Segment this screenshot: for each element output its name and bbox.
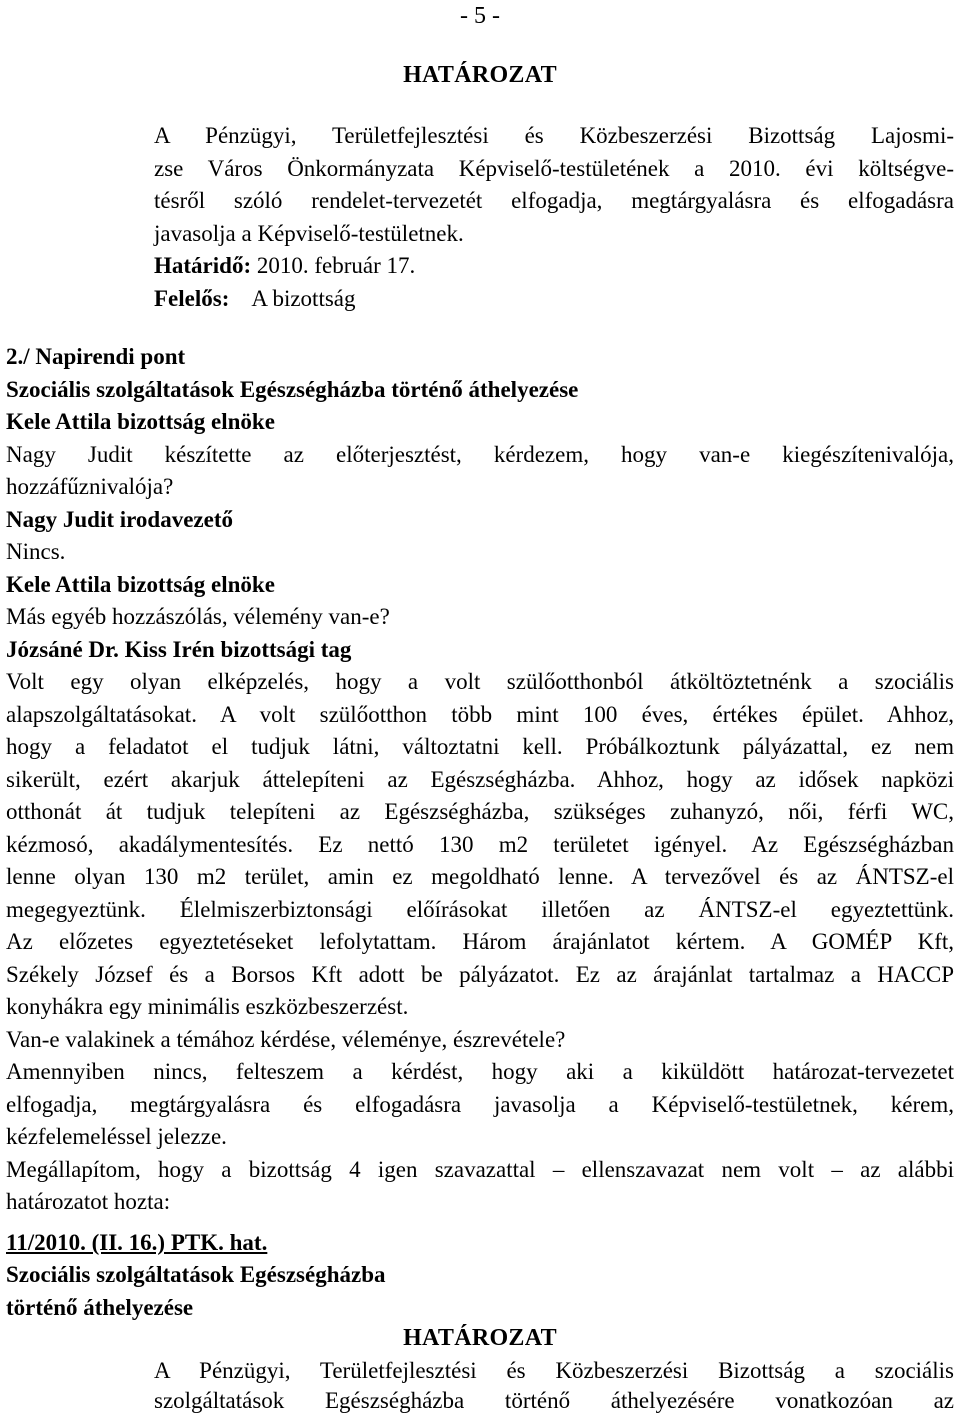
- speech-line: Volt egy olyan elképzelés, hogy a volt szülőotthonból átköltöztetnénk a szociális: [6, 669, 954, 694]
- responsible-value: A bizottság: [251, 286, 356, 311]
- speech-line: hozzáfűznivalója?: [6, 474, 174, 499]
- speech-line: elfogadja, megtárgyalásra és elfogadásra javasolja a Képviselő-testületnek, kérem,: [6, 1092, 954, 1117]
- resolution-subject: történő áthelyezése: [6, 1295, 194, 1320]
- resolution-heading: HATÁROZAT: [403, 1325, 557, 1351]
- resolution-number: 11/2010. (II. 16.) PTK. hat.: [6, 1230, 268, 1255]
- speech-line: Nincs.: [6, 539, 66, 564]
- resolution-subject: Szociális szolgáltatások Egészségházba: [6, 1262, 386, 1287]
- speech-line: Nagy Judit készítette az előterjesztést, kérdezem, hogy van-e kiegészítenivalója,: [6, 442, 954, 467]
- responsible-row: [154, 286, 356, 312]
- speech-line: konyhákra egy minimális eszközbeszerzést.: [6, 994, 409, 1019]
- agenda-item-number: 2./ Napirendi pont: [6, 344, 186, 369]
- resolution-text-line: javasolja a Képviselő-testületnek.: [154, 221, 464, 246]
- speech-line: otthonát át tudjuk telepíteni az Egészségházba, szükséges zuhanyzó, női, férfi WC,: [6, 799, 954, 824]
- speech-line: sikerült, ezért akarjuk áttelepíteni az Egészségházba. Ahhoz, hogy az idősek napközi: [6, 767, 954, 792]
- resolution-text-line: tésről szóló rendelet-tervezetét elfogadja, megtárgyalásra és elfogadásra: [154, 188, 954, 213]
- speech-line: Van-e valakinek a témához kérdése, véleménye, észrevétele?: [6, 1027, 566, 1052]
- speech-line: Székely József és a Borsos Kft adott be pályázatot. Ez az árajánlat tartalmaz a HACCP: [6, 962, 954, 987]
- resolution-text-line: A Pénzügyi, Területfejlesztési és Közbeszerzési Bizottság Lajosmi-: [154, 123, 954, 148]
- agenda-item-title: Szociális szolgáltatások Egészségházba történő áthelyezése: [6, 377, 579, 402]
- speech-line: kézfelemeléssel jelezze.: [6, 1124, 227, 1149]
- speaker-name: Nagy Judit irodavezető: [6, 507, 234, 532]
- speech-line: Megállapítom, hogy a bizottság 4 igen szavazattal – ellenszavazat nem volt – az alábbi: [6, 1157, 954, 1182]
- speech-line: lenne olyan 130 m2 terület, amin ez megoldható lenne. A tervezővel és az ÁNTSZ-el: [6, 864, 954, 889]
- speaker-name: Kele Attila bizottság elnöke: [6, 572, 275, 597]
- speech-line: alapszolgáltatásokat. A volt szülőotthon több mint 100 éves, értékes épület. Ahhoz,: [6, 702, 954, 727]
- deadline-label: Határidő:: [154, 253, 252, 278]
- deadline-value: 2010. február 17.: [256, 253, 416, 278]
- resolution-text-line: szolgáltatások Egészségházba történő áthelyezésére vonatkozóan az: [154, 1388, 954, 1413]
- resolution-heading: HATÁROZAT: [403, 62, 557, 88]
- speaker-name: Kele Attila bizottság elnöke: [6, 409, 275, 434]
- speech-line: kézmosó, akadálymentesítés. Ez nettó 130 m2 területet igényel. Az Egészségházban: [6, 832, 954, 857]
- speaker-name: Józsáné Dr. Kiss Irén bizottsági tag: [6, 637, 352, 662]
- speech-line: hogy a feladatot el tudjuk látni, változtatni kell. Próbálkoztunk pályázattal, ez nem: [6, 734, 954, 759]
- page-number: - 5 -: [460, 3, 500, 29]
- resolution-text-line: A Pénzügyi, Területfejlesztési és Közbeszerzési Bizottság a szociális: [154, 1358, 954, 1383]
- resolution-text-line: zse Város Önkormányzata Képviselő-testületének a 2010. évi költségve-: [154, 156, 954, 181]
- speech-line: Amennyiben nincs, felteszem a kérdést, hogy aki a kiküldött határozat-tervezetet: [6, 1059, 954, 1084]
- responsible-label: Felelős:: [154, 286, 230, 311]
- speech-line: határozatot hozta:: [6, 1189, 171, 1214]
- deadline-row: [154, 253, 415, 279]
- speech-line: megegyeztünk. Élelmiszerbiztonsági előírásokat illetően az ÁNTSZ-el egyeztettünk.: [6, 897, 954, 922]
- speech-line: Az előzetes egyeztetéseket lefolytattam. Három árajánlatot kértem. A GOMÉP Kft,: [6, 929, 954, 954]
- speech-line: Más egyéb hozzászólás, vélemény van-e?: [6, 604, 390, 629]
